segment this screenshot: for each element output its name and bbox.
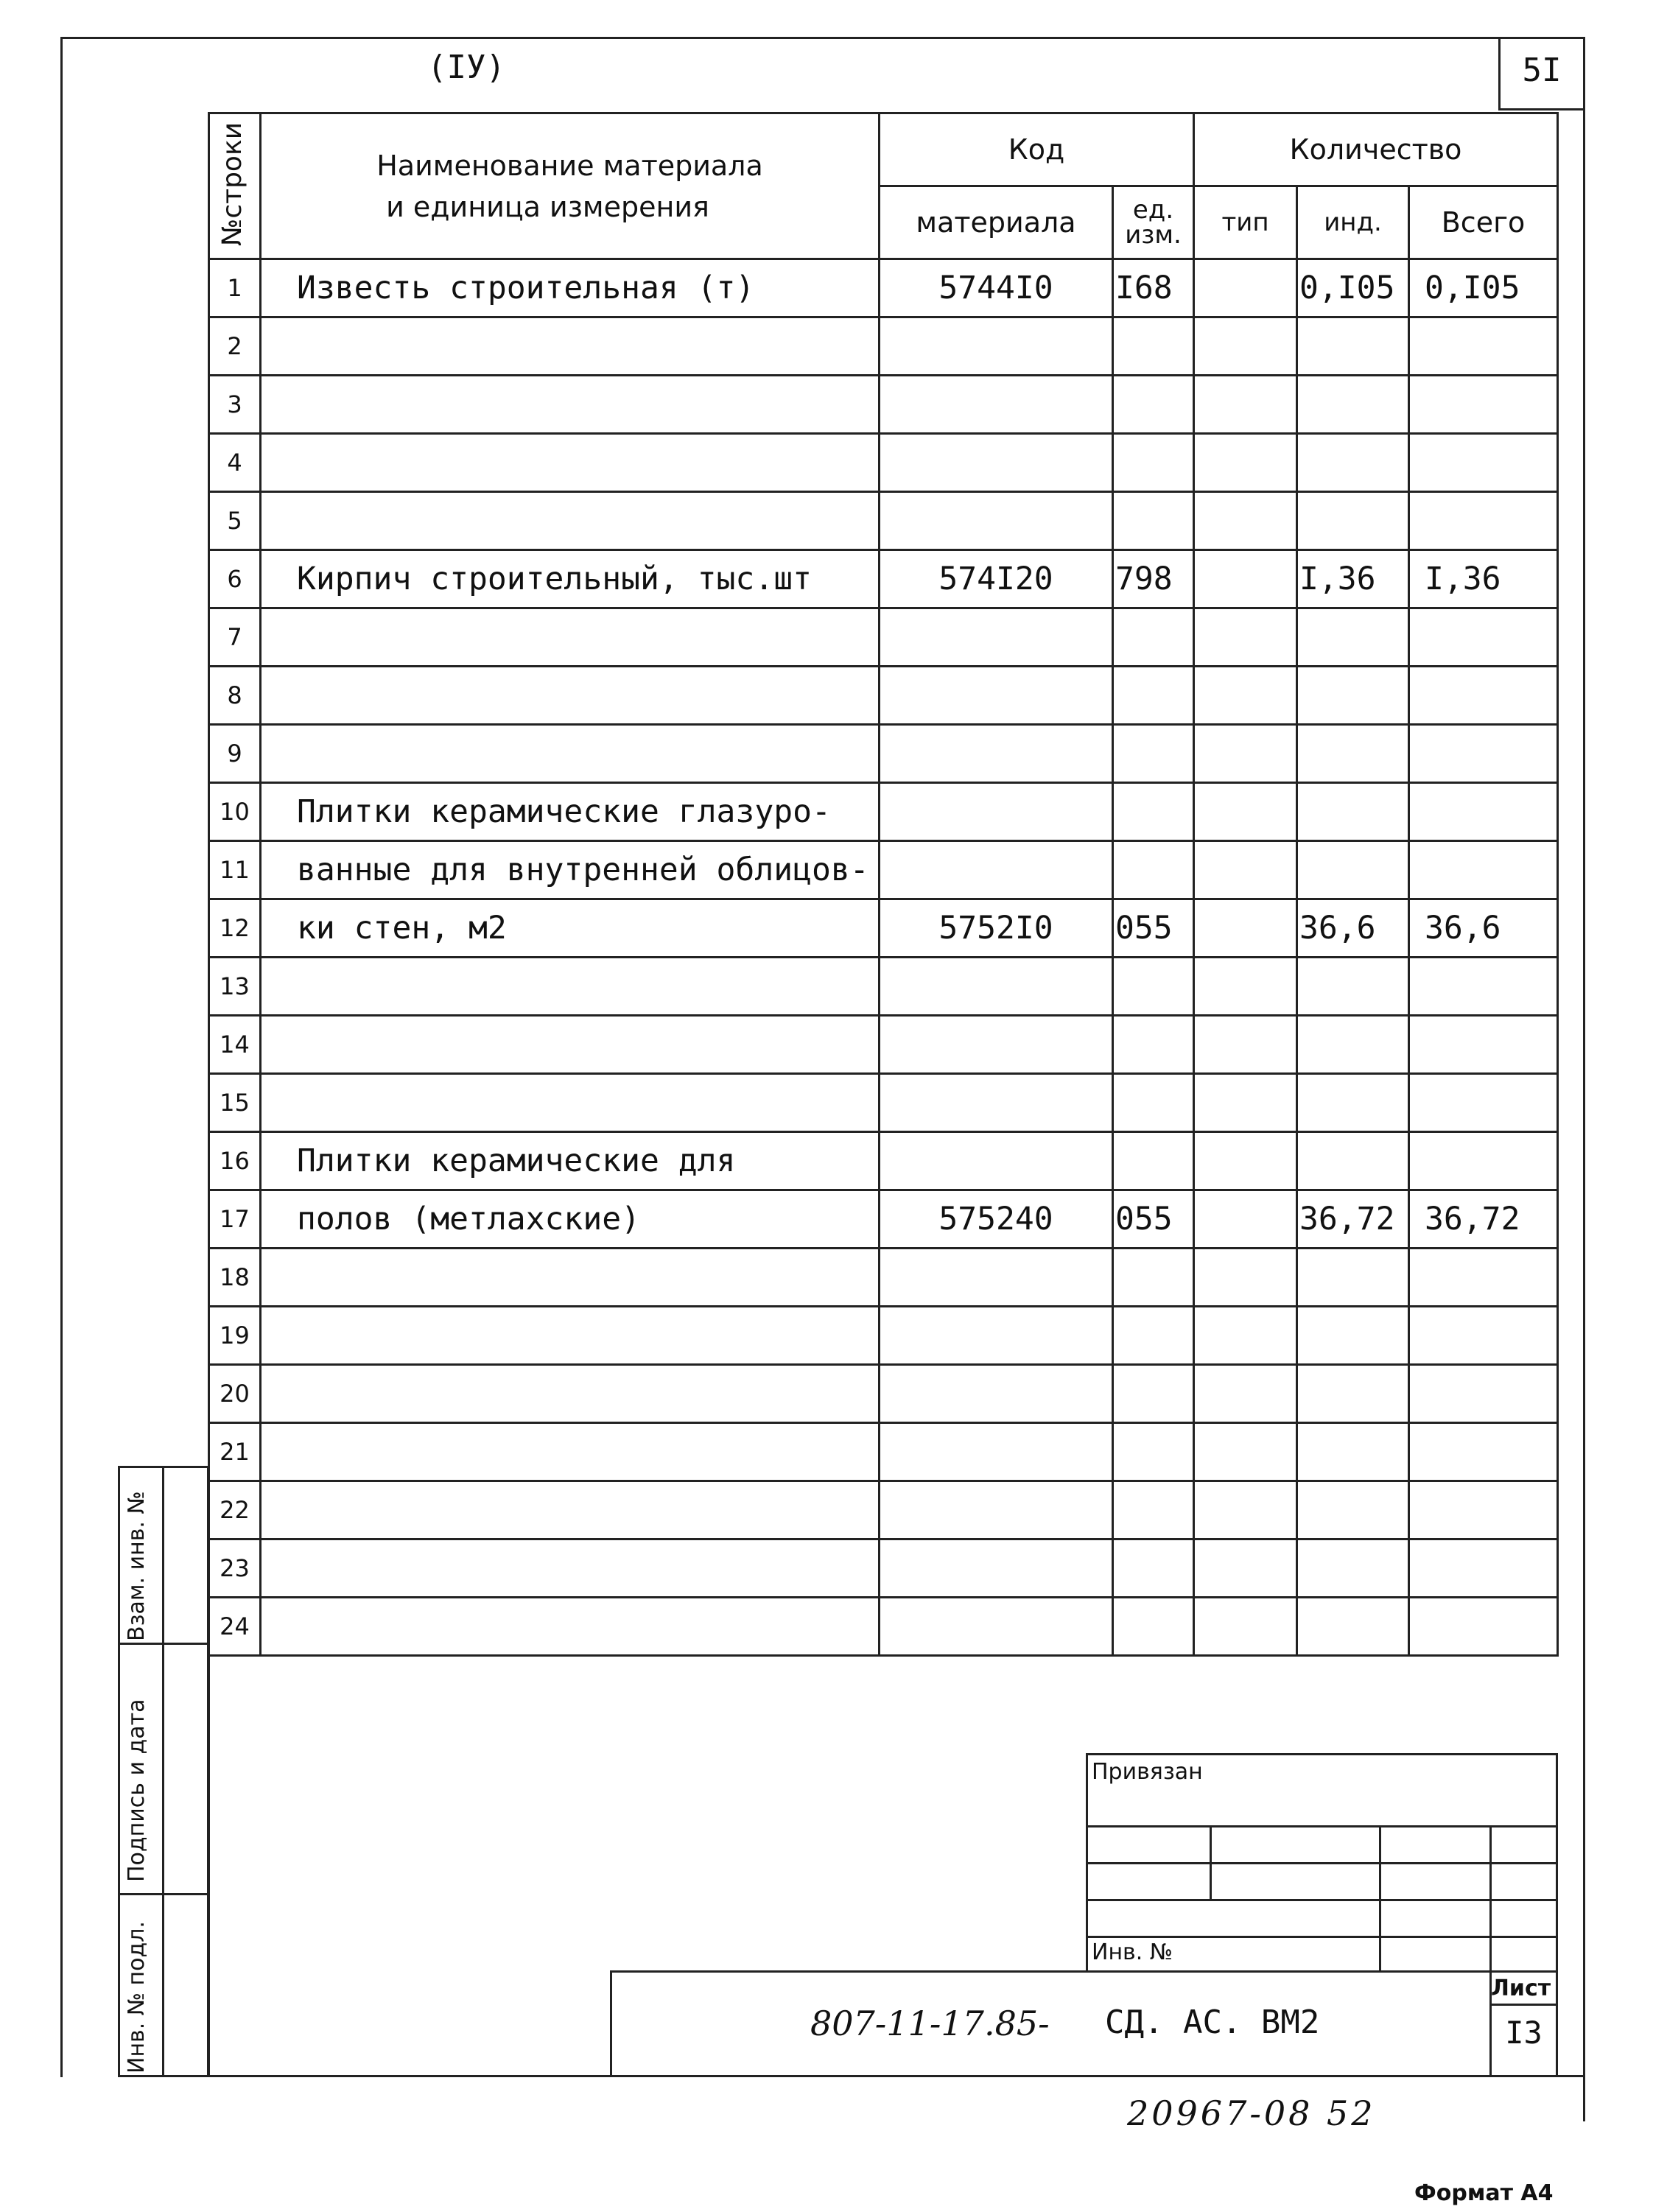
header-name-line1: Наименование материала: [376, 149, 763, 182]
unit-code: [1113, 1423, 1194, 1481]
qty-type: [1194, 1539, 1297, 1598]
table-row: [209, 608, 1558, 667]
material-code: [880, 434, 1113, 492]
table-row: [209, 1539, 1558, 1598]
materials-table: [208, 112, 1559, 1657]
inv-no-label: Инв. №: [1092, 1939, 1173, 1965]
unit-code: [1113, 1598, 1194, 1656]
unit-code: [1113, 608, 1194, 667]
material-name: [261, 1365, 880, 1423]
material-name: Известь строительная (т): [261, 259, 880, 317]
qty-type: [1194, 899, 1297, 958]
privyazan-row-line-2: [1086, 1862, 1558, 1864]
page-number: 5I: [1522, 52, 1562, 89]
row-number: 20: [209, 1365, 261, 1423]
qty-total: 36,6: [1409, 899, 1558, 958]
material-code: [880, 1249, 1113, 1307]
designation-suffix: СД. АС. ВМ2: [1105, 2004, 1320, 2041]
qty-total: I,36: [1409, 550, 1558, 608]
material-code: [880, 1423, 1113, 1481]
qty-total: [1409, 608, 1558, 667]
qty-ind: [1297, 1365, 1409, 1423]
table-row: [209, 1365, 1558, 1423]
qty-type: [1194, 259, 1297, 317]
header-row-no-label: №строки: [217, 122, 248, 247]
header-qty-type: тип: [1194, 186, 1297, 259]
qty-total: 36,72: [1409, 1190, 1558, 1249]
material-name: [261, 376, 880, 434]
unit-code: [1113, 1132, 1194, 1190]
row-number: 3: [209, 376, 261, 434]
row-number: 23: [209, 1539, 261, 1598]
material-name: [261, 317, 880, 376]
material-code: 575240: [880, 1190, 1113, 1249]
qty-total: [1409, 841, 1558, 899]
table-row: [209, 376, 1558, 434]
qty-type: [1194, 1190, 1297, 1249]
material-code: [880, 1481, 1113, 1539]
table-row: [209, 1132, 1558, 1190]
side-stamp-sep-1: [118, 1643, 209, 1645]
qty-ind: [1297, 317, 1409, 376]
side-stamp-divider: [162, 1466, 164, 2077]
qty-type: [1194, 958, 1297, 1016]
material-code: [880, 317, 1113, 376]
privyazan-col-2: [1379, 1825, 1381, 1973]
material-code: 5752I0: [880, 899, 1113, 958]
qty-type: [1194, 492, 1297, 550]
table-row: [209, 1598, 1558, 1656]
qty-total: [1409, 1539, 1558, 1598]
qty-type: [1194, 667, 1297, 725]
side-stamp-sep-2: [118, 1893, 209, 1895]
row-number: 16: [209, 1132, 261, 1190]
qty-ind: 0,I05: [1297, 259, 1409, 317]
material-name: Кирпич строительный, тыс.шт: [261, 550, 880, 608]
designation-box: [610, 1970, 1558, 2077]
qty-ind: [1297, 1074, 1409, 1132]
qty-total: [1409, 1598, 1558, 1656]
section-label: (IУ): [427, 49, 505, 86]
table-header-row-1: [209, 113, 1558, 186]
qty-ind: [1297, 841, 1409, 899]
qty-total: [1409, 434, 1558, 492]
privyazan-row-line-4: [1086, 1936, 1558, 1938]
table-row: [209, 841, 1558, 899]
designation-code: 807-11-17.85-: [810, 2004, 1050, 2043]
header-code-group: Код: [880, 113, 1194, 186]
qty-ind: [1297, 1423, 1409, 1481]
row-number: 12: [209, 899, 261, 958]
unit-code: [1113, 667, 1194, 725]
table-row: [209, 725, 1558, 783]
table-row: [209, 550, 1558, 608]
table-row: [209, 783, 1558, 841]
header-qty-total: Всего: [1409, 186, 1558, 259]
qty-type: [1194, 1074, 1297, 1132]
material-name: [261, 1481, 880, 1539]
material-name: [261, 434, 880, 492]
material-name: [261, 958, 880, 1016]
qty-type: [1194, 317, 1297, 376]
qty-type: [1194, 434, 1297, 492]
row-number: 9: [209, 725, 261, 783]
table-row: [209, 1190, 1558, 1249]
qty-ind: [1297, 725, 1409, 783]
material-code: [880, 667, 1113, 725]
table-row: [209, 667, 1558, 725]
row-number: 22: [209, 1481, 261, 1539]
material-code: [880, 1016, 1113, 1074]
qty-ind: [1297, 434, 1409, 492]
row-number: 2: [209, 317, 261, 376]
qty-type: [1194, 1598, 1297, 1656]
material-name: [261, 608, 880, 667]
qty-total: 0,I05: [1409, 259, 1558, 317]
table-row: [209, 1423, 1558, 1481]
unit-code: [1113, 783, 1194, 841]
privyazan-row-line-1: [1086, 1825, 1558, 1827]
row-number: 8: [209, 667, 261, 725]
material-name: ванные для внутренней облицов-: [261, 841, 880, 899]
qty-ind: 36,72: [1297, 1190, 1409, 1249]
row-number: 13: [209, 958, 261, 1016]
qty-ind: [1297, 1132, 1409, 1190]
material-code: [880, 492, 1113, 550]
unit-code: [1113, 725, 1194, 783]
header-code-unit-line2: изм.: [1125, 220, 1182, 250]
row-number: 5: [209, 492, 261, 550]
row-number: 18: [209, 1249, 261, 1307]
privyazan-col-3: [1489, 1825, 1492, 1973]
qty-total: [1409, 1074, 1558, 1132]
row-number: 1: [209, 259, 261, 317]
header-row-no: [209, 113, 261, 259]
side-stamp-podpis: Подпись и дата: [124, 1699, 150, 1882]
row-number: 21: [209, 1423, 261, 1481]
qty-total: [1409, 1016, 1558, 1074]
qty-total: [1409, 1307, 1558, 1365]
qty-ind: [1297, 1016, 1409, 1074]
header-name: [261, 113, 880, 259]
material-name: [261, 667, 880, 725]
unit-code: [1113, 1365, 1194, 1423]
qty-ind: [1297, 376, 1409, 434]
material-code: [880, 608, 1113, 667]
material-code: [880, 1598, 1113, 1656]
header-qty-group: Количество: [1194, 113, 1558, 186]
unit-code: [1113, 1016, 1194, 1074]
unit-code: [1113, 1481, 1194, 1539]
material-name: [261, 1307, 880, 1365]
qty-total: [1409, 958, 1558, 1016]
unit-code: [1113, 317, 1194, 376]
qty-ind: [1297, 1539, 1409, 1598]
material-code: 574I20: [880, 550, 1113, 608]
row-number: 4: [209, 434, 261, 492]
material-name: ки стен, м2: [261, 899, 880, 958]
qty-ind: [1297, 667, 1409, 725]
qty-ind: 36,6: [1297, 899, 1409, 958]
unit-code: [1113, 1249, 1194, 1307]
bottom-note: 20967-08 52: [1127, 2093, 1376, 2133]
table-row: [209, 899, 1558, 958]
row-number: 14: [209, 1016, 261, 1074]
row-number: 10: [209, 783, 261, 841]
qty-total: [1409, 1365, 1558, 1423]
qty-type: [1194, 725, 1297, 783]
table-row: [209, 1016, 1558, 1074]
qty-ind: [1297, 492, 1409, 550]
qty-type: [1194, 1365, 1297, 1423]
qty-ind: [1297, 1481, 1409, 1539]
privyazan-label: Привязан: [1092, 1759, 1203, 1785]
material-name: [261, 1016, 880, 1074]
unit-code: 055: [1113, 1190, 1194, 1249]
material-code: 5744I0: [880, 259, 1113, 317]
qty-type: [1194, 1423, 1297, 1481]
qty-type: [1194, 608, 1297, 667]
qty-total: [1409, 1481, 1558, 1539]
qty-type: [1194, 841, 1297, 899]
material-name: [261, 1539, 880, 1598]
qty-ind: [1297, 608, 1409, 667]
header-code-material: материала: [880, 186, 1113, 259]
frame-left-line: [60, 37, 63, 2077]
qty-total: [1409, 1132, 1558, 1190]
qty-type: [1194, 1132, 1297, 1190]
unit-code: 798: [1113, 550, 1194, 608]
material-code: [880, 725, 1113, 783]
row-number: 7: [209, 608, 261, 667]
qty-ind: [1297, 958, 1409, 1016]
qty-total: [1409, 783, 1558, 841]
qty-type: [1194, 1307, 1297, 1365]
privyazan-row-line-3: [1086, 1899, 1558, 1901]
qty-ind: I,36: [1297, 550, 1409, 608]
unit-code: [1113, 376, 1194, 434]
header-qty-ind: инд.: [1297, 186, 1409, 259]
format-label: Формат А4: [1414, 2180, 1554, 2206]
table-row: [209, 492, 1558, 550]
unit-code: [1113, 1539, 1194, 1598]
qty-type: [1194, 1016, 1297, 1074]
unit-code: I68: [1113, 259, 1194, 317]
qty-type: [1194, 1249, 1297, 1307]
material-code: [880, 1365, 1113, 1423]
frame-right-line: [1583, 37, 1585, 2121]
row-number: 24: [209, 1598, 261, 1656]
material-name: Плитки керамические глазуро-: [261, 783, 880, 841]
table-row: [209, 1307, 1558, 1365]
material-code: [880, 1307, 1113, 1365]
qty-ind: [1297, 1249, 1409, 1307]
qty-total: [1409, 376, 1558, 434]
material-code: [880, 783, 1113, 841]
material-name: [261, 1074, 880, 1132]
unit-code: [1113, 1307, 1194, 1365]
unit-code: [1113, 841, 1194, 899]
row-number: 19: [209, 1307, 261, 1365]
table-row: [209, 434, 1558, 492]
unit-code: [1113, 492, 1194, 550]
row-number: 11: [209, 841, 261, 899]
material-name: [261, 1249, 880, 1307]
material-code: [880, 958, 1113, 1016]
table-row: [209, 1481, 1558, 1539]
sheet-number: I3: [1505, 2015, 1543, 2051]
side-stamp-inv-podl: Инв. № подл.: [124, 1921, 150, 2074]
header-name-line2: и единица измерения: [386, 190, 709, 223]
sheet-label: Лист: [1491, 1976, 1551, 2001]
row-number: 15: [209, 1074, 261, 1132]
material-code: [880, 841, 1113, 899]
header-code-unit: [1113, 186, 1194, 259]
qty-type: [1194, 550, 1297, 608]
qty-type: [1194, 1481, 1297, 1539]
qty-type: [1194, 783, 1297, 841]
row-number: 17: [209, 1190, 261, 1249]
material-name: [261, 1423, 880, 1481]
designation-sheet-line: [1489, 2004, 1558, 2006]
row-number: 6: [209, 550, 261, 608]
unit-code: 055: [1113, 899, 1194, 958]
material-code: [880, 1132, 1113, 1190]
table-row: [209, 259, 1558, 317]
table-row: [209, 1074, 1558, 1132]
unit-code: [1113, 434, 1194, 492]
qty-total: [1409, 317, 1558, 376]
qty-total: [1409, 492, 1558, 550]
qty-type: [1194, 376, 1297, 434]
material-name: Плитки керамические для: [261, 1132, 880, 1190]
unit-code: [1113, 1074, 1194, 1132]
material-name: полов (метлахские): [261, 1190, 880, 1249]
qty-ind: [1297, 1307, 1409, 1365]
material-name: [261, 492, 880, 550]
table-row: [209, 958, 1558, 1016]
qty-ind: [1297, 783, 1409, 841]
header-code-unit-line1: ед.: [1132, 195, 1174, 225]
table-row: [209, 317, 1558, 376]
material-code: [880, 1074, 1113, 1132]
side-stamp-vzam: Взам. инв. №: [124, 1491, 150, 1641]
qty-ind: [1297, 1598, 1409, 1656]
unit-code: [1113, 958, 1194, 1016]
frame-top-line: [60, 37, 1585, 39]
qty-total: [1409, 1423, 1558, 1481]
privyazan-col-1: [1210, 1825, 1212, 1899]
material-name: [261, 725, 880, 783]
table-body: [209, 259, 1558, 1656]
material-code: [880, 376, 1113, 434]
qty-total: [1409, 725, 1558, 783]
material-name: [261, 1598, 880, 1656]
table-row: [209, 1249, 1558, 1307]
qty-total: [1409, 667, 1558, 725]
qty-total: [1409, 1249, 1558, 1307]
material-code: [880, 1539, 1113, 1598]
